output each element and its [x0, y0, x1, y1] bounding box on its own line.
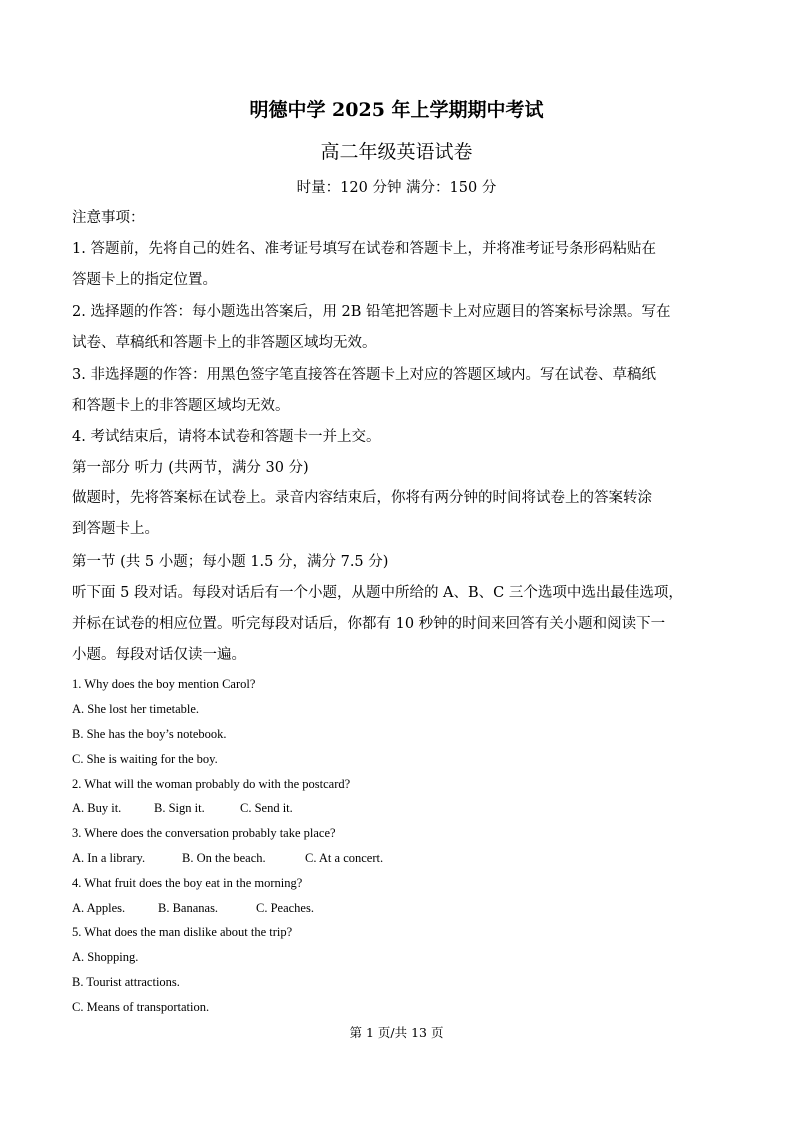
part1-intro-line-2: 到答题卡上。: [72, 521, 159, 537]
exam-subtitle: 高二年级英语试卷: [320, 141, 473, 163]
section1-heading: 第一节 (共 5 小题；每小题 1.5 分，满分 7.5 分): [72, 554, 389, 570]
part1-heading: 第一部分 听力 (共两节，满分 30 分): [72, 460, 309, 476]
question-2-stem: 2. What will the woman probably do with the postcard?: [72, 777, 351, 791]
section1-instructions-line-2: 并标在试卷的相应位置。听完每段对话后，你都有 10 秒钟的时间来回答有关小题和阅读下一: [72, 616, 666, 632]
question-4-option-c: C. Peaches.: [256, 901, 314, 915]
question-2-options: [72, 800, 293, 816]
question-3-option-a: A. In a library.: [72, 851, 146, 865]
section1-instructions-line-3: 小题。每段对话仅读一遍。: [72, 647, 246, 663]
question-1-option-a: A. She lost her timetable.: [72, 702, 200, 716]
question-3-option-c: C. At a concert.: [305, 851, 384, 865]
notice-item-3-line-2: 和答题卡上的非答题区域均无效。: [72, 398, 290, 414]
question-2-option-c: C. Send it.: [240, 801, 293, 815]
question-4-options: [72, 900, 314, 916]
exam-meta: 时量：120 分钟 满分：150 分: [296, 180, 497, 196]
question-3-stem: 3. Where does the conversation probably take place?: [72, 826, 336, 840]
notice-item-4: 4. 考试结束后，请将本试卷和答题卡一并上交。: [72, 429, 381, 445]
question-3-options: [72, 850, 383, 866]
question-1-stem: 1. Why does the boy mention Carol?: [72, 677, 256, 691]
question-4-stem: 4. What fruit does the boy eat in the morning?: [72, 876, 303, 890]
question-2-option-a: A. Buy it.: [72, 801, 122, 815]
question-5-option-b: B. Tourist attractions.: [72, 975, 180, 989]
notice-heading: 注意事项：: [72, 210, 145, 226]
question-5-option-c: C. Means of transportation.: [72, 1000, 210, 1014]
page-number: 第 1 页/共 13 页: [349, 1025, 444, 1040]
question-4-option-b: B. Bananas.: [158, 901, 219, 915]
notice-item-1-line-1: 1. 答题前，先将自己的姓名、准考证号填写在试卷和答题卡上，并将准考证号条形码粘贴在: [72, 241, 656, 257]
question-2-option-b: B. Sign it.: [154, 801, 205, 815]
part1-intro-line-1: 做题时，先将答案标在试卷上。录音内容结束后，你将有两分钟的时间将试卷上的答案转涂: [72, 490, 652, 506]
question-1-option-b: B. She has the boy’s notebook.: [72, 727, 227, 741]
question-4-option-a: A. Apples.: [72, 901, 126, 915]
notice-item-3-line-1: 3. 非选择题的作答：用黑色签字笔直接答在答题卡上对应的答题区域内。写在试卷、草稿纸: [72, 367, 656, 383]
notice-item-1-line-2: 答题卡上的指定位置。: [72, 272, 217, 288]
section1-instructions-line-1: 听下面 5 段对话。每段对话后有一个小题，从题中所给的 A、B、C 三个选项中选出最佳选项，: [72, 585, 683, 601]
question-3-option-b: B. On the beach.: [182, 851, 266, 865]
notice-item-2-line-1: 2. 选择题的作答：每小题选出答案后，用 2B 铅笔把答题卡上对应题目的答案标号涂黑。写在: [72, 304, 671, 320]
question-1-option-c: C. She is waiting for the boy.: [72, 752, 218, 766]
exam-title: 明德中学 2025 年上学期期中考试: [249, 99, 544, 121]
notice-item-2-line-2: 试卷、草稿纸和答题卡上的非答题区域均无效。: [72, 335, 377, 351]
question-5-option-a: A. Shopping.: [72, 950, 139, 964]
question-5-stem: 5. What does the man dislike about the trip?: [72, 925, 293, 939]
